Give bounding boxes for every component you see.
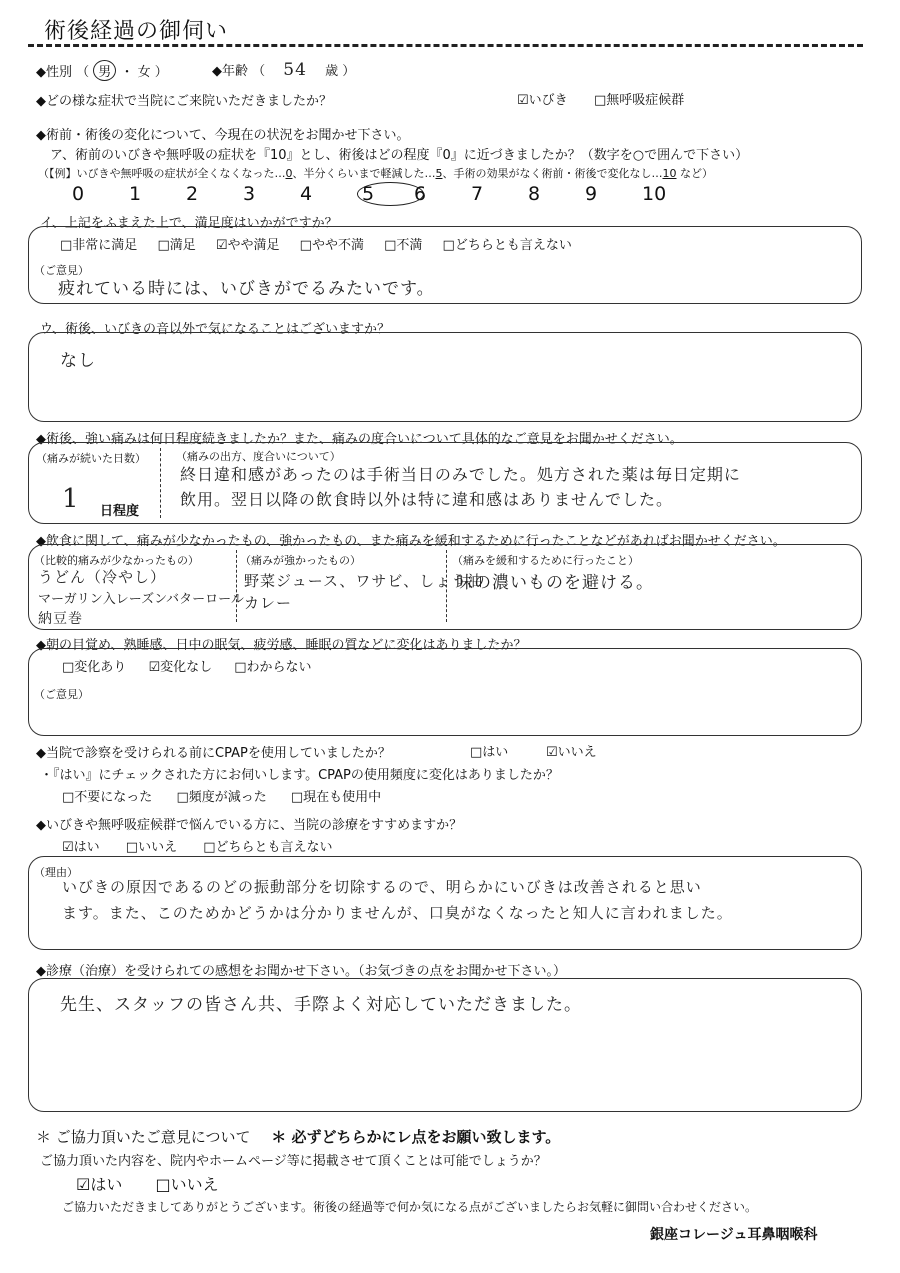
consent-heading-1: ＊ ご協力頂いたご意見について xyxy=(36,1128,251,1146)
sleep-question: ◆朝の目覚め、熟睡感、日中の眠気、疲労感、睡眠の質などに変化はありましたか？ xyxy=(36,638,527,653)
scale-0[interactable]: 0 xyxy=(72,183,85,205)
change-scale xyxy=(72,182,699,206)
recommend-reason-line-2[interactable]: ます。また、このためかどうかは分かりませんが、口臭がなくなったと知人に言われました。 xyxy=(62,904,733,922)
satisfaction-very-satisfied[interactable]: □非常に満足 xyxy=(60,238,138,253)
satisfaction-options xyxy=(60,234,572,253)
food-divider-1 xyxy=(236,550,237,622)
example-text-4: など） xyxy=(680,167,713,180)
sex-female-option[interactable]: 女 xyxy=(137,65,151,80)
other-concerns-answer[interactable]: なし xyxy=(60,351,96,371)
change-question: ◆術前・術後の変化について、今現在の状況をお聞かせ下さい。 xyxy=(36,128,410,143)
consent-yes-checkbox[interactable]: ☑はい xyxy=(76,1175,123,1194)
consent-question: ご協力頂いた内容を、院内やホームページ等に掲載させて頂くことは可能でしょうか？ xyxy=(40,1154,547,1169)
satisfaction-satisfied[interactable]: □満足 xyxy=(157,238,196,253)
age-open: （ xyxy=(252,64,266,79)
recommend-options xyxy=(62,836,333,855)
food-less-pain-line-2[interactable]: マーガリン入レーズンバターロール xyxy=(38,592,244,607)
other-concerns-question: ウ、術後、いびきの音以外で気になることはございますか？ xyxy=(40,322,390,337)
consent-heading-2: ＊ 必ずどちらかにレ点をお願い致します。 xyxy=(271,1128,561,1146)
example-0: 0 xyxy=(285,167,293,180)
pain-days-unit: 日程度 xyxy=(100,504,140,519)
change-scale-question: ア、術前のいびきや無呼吸の症状を『10』とし、術後はどの程度『0』に近づきましたか？（数字を○で囲んで下さい） xyxy=(50,148,749,163)
food-divider-2 xyxy=(446,550,447,622)
sleep-no-change-checkbox[interactable]: ☑変化なし xyxy=(148,660,213,675)
symptom-apnea-checkbox[interactable]: □無呼吸症候群 xyxy=(594,93,685,108)
satisfaction-opinion[interactable]: 疲れている時には、いびきがでるみたいです。 xyxy=(58,279,435,299)
age-value[interactable]: 54 xyxy=(283,60,307,80)
consent-no-checkbox[interactable]: □いいえ xyxy=(155,1175,219,1194)
sleep-unknown-checkbox[interactable]: □わからない xyxy=(234,660,312,675)
cpap-sub-question: ・『はい』にチェックされた方にお伺いします。CPAPの使用頻度に変化はありましたか？ xyxy=(40,768,559,783)
age-unit: 歳 xyxy=(325,64,339,79)
symptoms-question: ◆どの様な症状で当院にご来院いただきましたか？ xyxy=(36,94,332,109)
pain-detail-line-1[interactable]: 終日違和感があったのは手術当日のみでした。処方された薬は毎日定期に xyxy=(180,465,741,484)
consent-options xyxy=(76,1172,219,1195)
food-more-pain-line-1[interactable]: 野菜ジュース、ワサビ、しょう油 xyxy=(244,572,484,590)
example-5: 5 xyxy=(435,167,443,180)
satisfaction-question: イ、上記をふまえた上で、満足度はいかがですか？ xyxy=(40,216,338,231)
food-more-pain-line-2[interactable]: カレー xyxy=(244,594,293,612)
scale-7[interactable]: 7 xyxy=(471,183,484,205)
pain-question: ◆術後、強い痛みは何日程度続きましたか？また、痛みの度合いについて具体的なご意見をお聞かせください。 xyxy=(36,432,683,447)
example-text-1: （【例】いびきや無呼吸の症状が全くなくなった… xyxy=(38,167,286,180)
cpap-sub-options xyxy=(62,786,381,805)
pain-days-label: （痛みが続いた日数） xyxy=(36,452,146,465)
example-text-3: 、手術の効果がなく術前・術後で変化なし… xyxy=(442,167,663,180)
sex-question xyxy=(36,60,168,81)
pain-detail-line-2[interactable]: 飲用。翌日以降の飲食時以外は特に違和感はありませんでした。 xyxy=(180,490,674,509)
scale-9[interactable]: 9 xyxy=(585,183,598,205)
satisfaction-dissatisfied[interactable]: □不満 xyxy=(384,238,423,253)
page-title: 術後経過の御伺い xyxy=(44,19,229,44)
sex-dot: ・ xyxy=(120,65,134,80)
impression-question: ◆診療（治療）を受けられての感想をお聞かせ下さい。（お気づきの点をお聞かせ下さい。） xyxy=(36,964,566,979)
satisfaction-somewhat-dissatisfied[interactable]: □やや不満 xyxy=(299,238,364,253)
cpap-question: ◆当院で診察を受けられる前にCPAPを使用していましたか？ xyxy=(36,746,391,761)
recommend-question: ◆いびきや無呼吸症候群で悩んでいる方に、当院の診療をすすめますか？ xyxy=(36,818,463,833)
recommend-reason-label: （理由） xyxy=(34,866,78,879)
title-divider xyxy=(28,44,863,47)
pain-days-value[interactable]: 1 xyxy=(62,484,80,514)
food-more-pain-label: （痛みが強かったもの） xyxy=(240,554,361,567)
age-question xyxy=(212,60,355,80)
clinic-name: 銀座コレージュ耳鼻咽喉科 xyxy=(650,1227,818,1243)
recommend-no-checkbox[interactable]: □いいえ xyxy=(125,840,178,855)
impression-answer[interactable]: 先生、スタッフの皆さん共、手際よく対応していただきました。 xyxy=(60,995,582,1015)
cpap-yes-checkbox[interactable]: □はい xyxy=(470,745,509,760)
change-example xyxy=(38,165,713,181)
food-question: ◆飲食に関して、痛みが少なかったもの、強かったもの、また痛みを緩和するために行ったことなどがあればお聞かせください。 xyxy=(36,534,786,549)
pain-column-divider xyxy=(160,448,161,518)
sex-male-option[interactable]: 男 xyxy=(93,60,116,81)
consent-heading xyxy=(36,1126,560,1147)
cpap-reduced-checkbox[interactable]: □頻度が減った xyxy=(176,790,267,805)
food-relief-line-1[interactable]: 味の濃いものを避ける。 xyxy=(456,573,654,593)
satisfaction-somewhat-satisfied[interactable]: ☑やや満足 xyxy=(215,238,280,253)
recommend-reason-line-1[interactable]: いびきの原因であるのどの振動部分を切除するので、明らかにいびきは改善されると思い xyxy=(62,878,702,896)
food-less-pain-line-1[interactable]: うどん（冷やし） xyxy=(38,568,167,586)
cpap-no-checkbox[interactable]: ☑いいえ xyxy=(546,745,597,760)
example-text-2: 、半分くらいまで軽減した… xyxy=(292,167,436,180)
scale-1[interactable]: 1 xyxy=(129,183,142,205)
scale-6[interactable]: 6 xyxy=(414,183,427,205)
scale-2[interactable]: 2 xyxy=(186,183,199,205)
age-label: ◆年齢 xyxy=(212,64,248,79)
sex-open: （ xyxy=(76,65,90,80)
scale-3[interactable]: 3 xyxy=(243,183,256,205)
symptom-snoring-checkbox[interactable]: ☑いびき xyxy=(517,93,568,108)
food-less-pain-label: （比較的痛みが少なかったもの） xyxy=(34,554,199,567)
sleep-changed-checkbox[interactable]: □変化あり xyxy=(62,660,127,675)
food-relief-label: （痛みを緩和するために行ったこと） xyxy=(452,554,639,567)
sleep-options xyxy=(62,656,312,675)
cpap-unnecessary-checkbox[interactable]: □不要になった xyxy=(62,790,153,805)
satisfaction-opinion-label: （ご意見） xyxy=(34,264,89,277)
food-less-pain-line-3[interactable]: 納豆巻 xyxy=(38,611,83,627)
recommend-yes-checkbox[interactable]: ☑はい xyxy=(62,840,100,855)
recommend-neither-checkbox[interactable]: □どちらとも言えない xyxy=(203,840,333,855)
sex-close: ） xyxy=(154,65,168,80)
scale-4[interactable]: 4 xyxy=(300,183,313,205)
example-10: 10 xyxy=(662,167,677,180)
scale-10[interactable]: 10 xyxy=(642,183,667,205)
other-concerns-box xyxy=(28,332,862,422)
satisfaction-neither[interactable]: □どちらとも言えない xyxy=(442,238,572,253)
scale-5-selected[interactable]: 5 xyxy=(357,182,414,206)
sleep-opinion-label: （ご意見） xyxy=(34,688,89,701)
scale-8[interactable]: 8 xyxy=(528,183,541,205)
consent-thanks: ご協力いただきましてありがとうございます。術後の経過等で何か気になる点がございましたらお気軽に御問い合わせください。 xyxy=(62,1200,758,1214)
sex-label: ◆性別 xyxy=(36,65,72,80)
age-close: ） xyxy=(342,64,356,79)
cpap-still-using-checkbox[interactable]: □現在も使用中 xyxy=(290,790,382,805)
pain-detail-label: （痛みの出方、度合いについて） xyxy=(176,450,341,463)
